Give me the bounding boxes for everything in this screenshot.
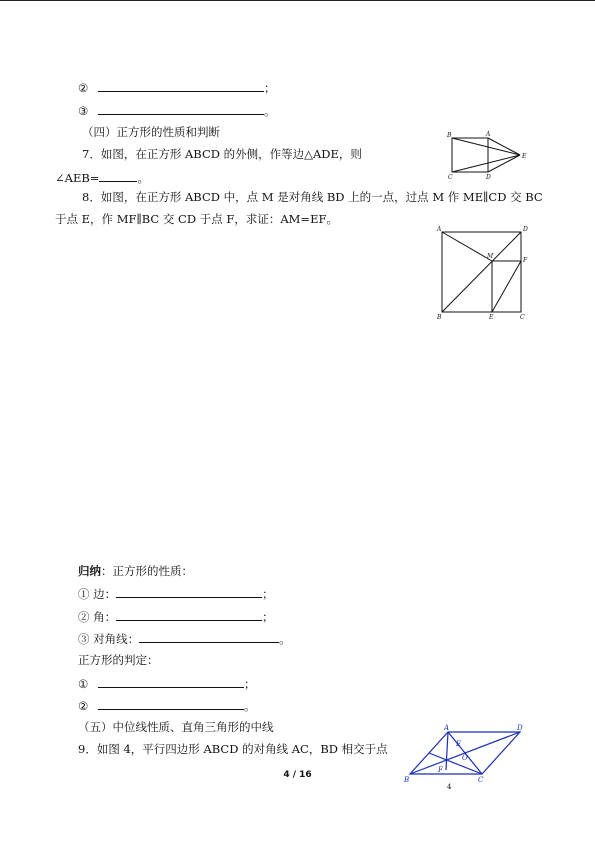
item-end: ； (262, 610, 274, 624)
summary-item-edge (78, 586, 274, 601)
label-e: E (489, 314, 494, 321)
q8-line1: 8．如图，在正方形 ABCD 中，点 M 是对角线 BD 上的一点，过点 M 作 ME∥CD 交 BC (82, 190, 543, 204)
figure-q7 (440, 128, 540, 183)
top-rule (0, 0, 595, 1)
item-number: ③ (78, 104, 89, 118)
item-number: ① (78, 677, 89, 691)
item-end: ； (243, 677, 256, 691)
summary-title: 归纳 (78, 564, 101, 578)
segment-be (452, 138, 520, 155)
label-d: D (486, 174, 491, 181)
item-number: ① (78, 587, 90, 601)
q7-angle-label: ∠AEB= (55, 171, 100, 185)
q7-line2 (55, 170, 149, 185)
page-number: 4 / 16 (283, 770, 312, 780)
summary-item-angle (78, 609, 274, 624)
q8-line2: 于点 E，作 MF∥BC 交 CD 于点 F，求证：AM=EF。 (55, 212, 338, 226)
judge-item-2 (78, 698, 255, 713)
item-label: 边： (93, 587, 117, 601)
label-b: B (447, 132, 452, 139)
item-end: 。 (263, 104, 276, 118)
label-a: A (486, 131, 491, 138)
answer-blank[interactable] (98, 676, 244, 688)
summary-heading (78, 564, 193, 578)
q7-answer-blank[interactable] (99, 170, 137, 182)
section-heading-4: （四）正方形的性质和判断 (82, 125, 220, 139)
blank-line-3 (78, 103, 275, 118)
figure-q9 (400, 722, 540, 794)
label-c: C (520, 314, 525, 321)
label-a: A (444, 724, 450, 732)
summary-title-rest: ：正方形的性质： (101, 564, 193, 578)
segment-ef (492, 261, 521, 312)
item-end: ； (263, 81, 276, 95)
diagonal-bd (442, 232, 521, 312)
label-c: C (478, 776, 484, 784)
judge-item-1 (78, 676, 255, 691)
item-number: ② (78, 610, 90, 624)
label-d: D (517, 724, 523, 732)
label-o: O (462, 754, 468, 762)
item-number: ③ (78, 632, 90, 646)
segment-de (488, 155, 520, 172)
figure-q8 (435, 225, 535, 320)
square-abcd (452, 138, 488, 172)
answer-blank[interactable] (139, 631, 279, 643)
answer-blank[interactable] (98, 103, 264, 115)
label-e: E (522, 153, 527, 160)
segment-ce (452, 155, 520, 172)
segment-ae (488, 138, 520, 155)
answer-blank[interactable] (116, 586, 262, 598)
judge-heading: 正方形的判定： (78, 653, 159, 667)
label-b: B (404, 776, 410, 784)
segment-am (442, 232, 492, 261)
label-c: C (448, 174, 453, 181)
item-end: ； (262, 587, 274, 601)
blank-line-2 (78, 80, 275, 95)
q7-end: 。 (137, 171, 149, 185)
label-f: F (438, 766, 443, 774)
label-m: M (487, 253, 494, 260)
label-b: B (437, 314, 442, 321)
figure-caption: 4 (447, 783, 452, 791)
item-end: 。 (279, 632, 291, 646)
q7-line1: 7．如图，在正方形 ABCD 的外侧，作等边△ADE，则 (82, 147, 362, 161)
item-label: 对角线： (93, 632, 140, 646)
item-number: ② (78, 81, 89, 95)
q9-line1: 9．如图 4，平行四边形 ABCD 的对角线 AC，BD 相交于点 (78, 742, 388, 756)
item-label: 角： (93, 610, 117, 624)
label-f: F (523, 257, 528, 264)
segment-af (446, 732, 448, 770)
section-heading-5: （五）中位线性质、直角三角形的中线 (78, 720, 274, 734)
answer-blank[interactable] (98, 80, 264, 92)
label-d: D (523, 226, 528, 233)
summary-item-diagonal (78, 631, 291, 646)
label-e: E (456, 740, 462, 748)
label-a: A (437, 226, 442, 233)
item-number: ② (78, 699, 89, 713)
answer-blank[interactable] (116, 609, 262, 621)
item-end: 。 (243, 699, 256, 713)
answer-blank[interactable] (98, 698, 244, 710)
